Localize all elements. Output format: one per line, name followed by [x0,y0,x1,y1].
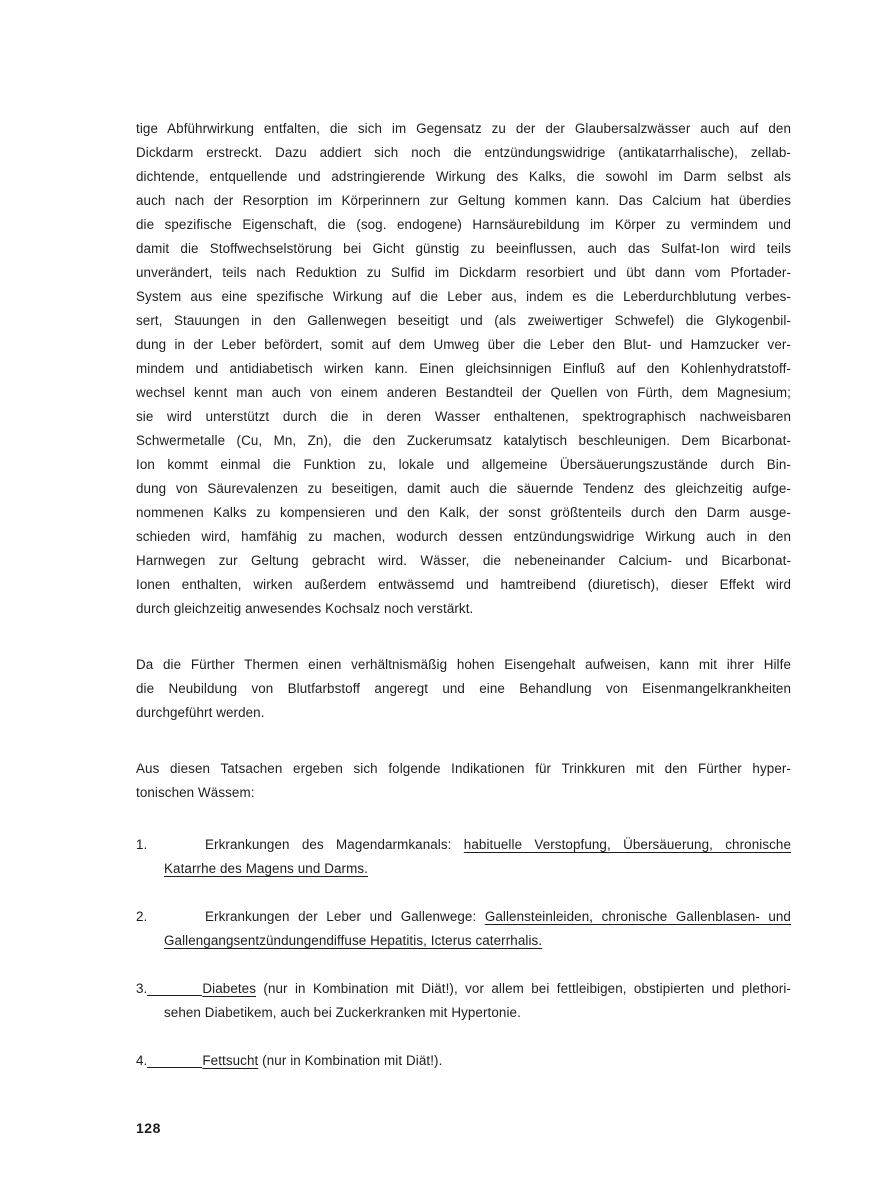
text-line: die Neubildung von Blutfarbstoff angeregt und eine Behandlung von Eisenmangelkrankheiten [136,681,791,696]
text-line: dung von Säurevalenzen zu beseitigen, damit auch die säuernde Tendenz des gleichzeitig aufge- [136,481,791,496]
underlined-segment: Gallensteinleiden, chronische Gallenblasen- und [484,909,791,924]
text-line [136,1001,791,1025]
text-line: tige Abführwirkung entfalten, die sich im Gegensatz zu der der Glaubersalzwässer auch auf den [136,121,791,136]
text-line: unverändert, teils nach Reduktion zu Sulfid im Dickdarm resorbiert und übt dann vom Pfortader- [136,265,791,280]
text-line: durch gleichzeitig anwesendes Kochsalz noch verstärkt. [136,601,474,616]
text-line: Da die Fürther Thermen einen verhältnismäßig hohen Eisengehalt aufweisen, kann mit ihrer Hilfe [136,657,791,672]
text-line: durchgeführt werden. [136,705,265,720]
list-text-segment: Erkrankungen des Magendarmkanals: [205,837,464,852]
underlined-segment: Diabetes [202,981,257,996]
list-number: 4. [136,1053,148,1068]
text-line: dichtende, entquellende und adstringierende Wirkung des Kalks, die sowohl im Darm selbst als [136,169,791,184]
list-text-segment: (nur in Kombination mit Diät!). [258,1053,443,1068]
list-text-segment: sehen Diabetikem, auch bei Zuckerkranken mit Hypertonie. [164,1005,521,1020]
underlined-segment: Gallengangsentzündungendiffuse Hepatitis, Icterus caterrhalis. [164,933,543,948]
text-line: sie wird unterstützt durch die in deren Wasser enthaltenen, spektrographisch nachweisbaren [136,409,791,424]
list-number: 3. [136,981,148,996]
text-column [136,117,791,1097]
text-line [136,857,791,881]
body-paragraph-1 [136,117,791,621]
text-line [136,929,791,953]
text-line: auch nach der Resorption im Körperinnern zur Geltung kommen kann. Das Calcium hat überdies [136,193,791,208]
body-paragraph-2 [136,653,791,725]
list-number: 2. [136,909,148,924]
underlined-segment: Fettsucht [202,1053,259,1068]
text-line: System aus eine spezifische Wirkung auf die Leber aus, indem es die Leberdurchblutung verbes- [136,289,791,304]
text-line: Harnwegen zur Geltung gebracht wird. Wässer, die nebeneinander Calcium- und Bicarbonat- [136,553,791,568]
body-paragraph-3 [136,757,791,805]
list-item-2 [136,905,791,953]
list-item-4 [136,1049,791,1073]
underline-tab [147,1067,202,1068]
list-text-segment: Erkrankungen der Leber und Gallenwege: [205,909,485,924]
text-line: nommenen Kalks zu kompensieren und den Kalk, der sonst größtenteils durch den Darm ausge- [136,505,791,520]
text-line: damit die Stoffwechselstörung bei Gicht günstig zu beeinflussen, auch das Sulfat-Ion wird teils [136,241,791,256]
text-line [136,833,791,857]
list-number: 1. [136,837,148,852]
text-line: wechsel kennt man auch von einem anderen Bestandteil der Quellen von Fürth, dem Magnesium; [136,385,791,400]
list-text-segment: (nur in Kombination mit Diät!), vor allem bei fettleibigen, obstipierten und plethori- [256,981,791,996]
text-line: die spezifische Eigenschaft, die (sog. endogene) Harnsäurebildung im Körper zu vermindem und [136,217,791,232]
text-line [136,977,791,1001]
text-line: Ionen enthalten, wirken außerdem entwässemd und hamtreibend (diuretisch), dieser Effekt wird [136,577,791,592]
text-line: Aus diesen Tatsachen ergeben sich folgende Indikationen für Trinkkuren mit den Fürther hyper- [136,761,791,776]
text-line: mindem und antidiabetisch wirken kann. Einen gleichsinnigen Einfluß auf den Kohlenhydratstoff- [136,361,791,376]
underlined-segment: Katarrhe des Magens und Darms. [164,861,368,876]
list-item-1 [136,833,791,881]
text-line: Dickdarm erstreckt. Dazu addiert sich noch die entzündungswidrige (antikatarrhalische), zellab- [136,145,791,160]
text-line: sert, Stauungen in den Gallenwegen beseitigt und (als zweiwertiger Schwefel) die Glykogenbil- [136,313,791,328]
page-number: 128 [136,1120,161,1136]
underline-tab [147,995,202,996]
text-line: tonischen Wässem: [136,785,255,800]
text-line: Schwermetalle (Cu, Mn, Zn), die den Zuckerumsatz katalytisch beschleunigen. Dem Bicarbonat- [136,433,791,448]
text-line: dung in der Leber befördert, somit auf dem Umweg über die Leber den Blut- und Hamzucker ver- [136,337,791,352]
text-line: Ion kommt einmal die Funktion zu, lokale und allgemeine Übersäuerungszustände durch Bin- [136,457,791,472]
text-line [136,905,791,929]
indication-list [136,833,791,1073]
underlined-segment: habituelle Verstopfung, Übersäuerung, chronische [463,837,791,852]
list-item-3 [136,977,791,1025]
text-line [136,1049,791,1073]
text-line: schieden wird, hamfähig zu machen, wodurch dessen entzündungswidrige Wirkung auch in den [136,529,791,544]
